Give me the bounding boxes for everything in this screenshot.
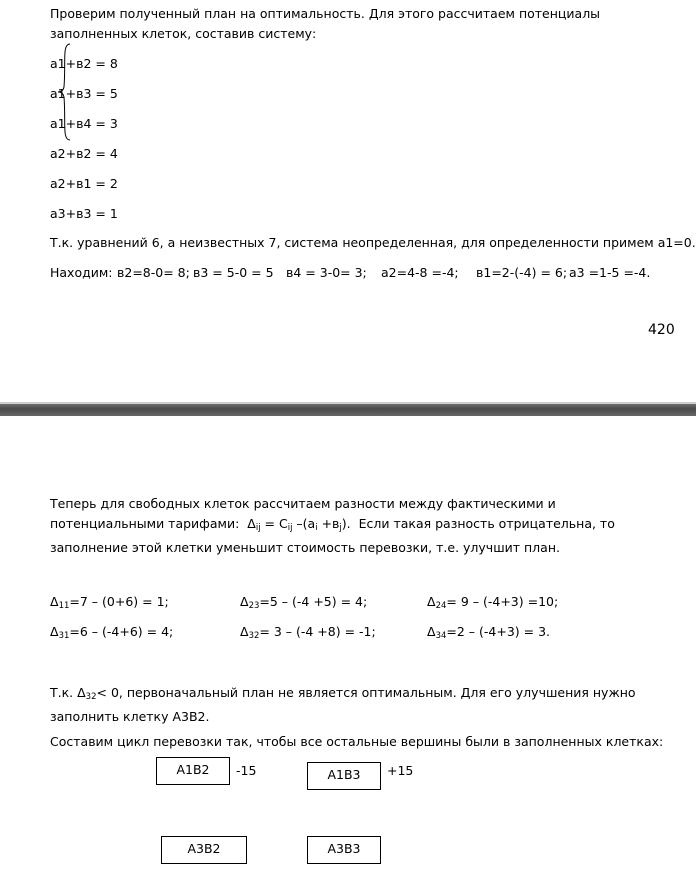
delta-34: $\Delta_{34}=2 - (-4+3) = 3$. [427,624,551,641]
page-separator [0,404,696,416]
found-v4: в4 = 3-0= 3; [286,265,367,280]
delta-11: $\Delta_{11}=7 - (0+6) = 1$; [50,594,169,611]
paragraph-lead: Теперь для свободных клеток рассчитаем разности между фактическими и потенциальными тарифами: [50,496,556,531]
found-label: Находим: [50,265,113,280]
equation-6: a3+в3 = 1 [50,206,118,221]
equation-2: a1+в3 = 5 [50,86,118,101]
equation-5: a2+в1 = 2 [50,176,118,191]
differences-paragraph [50,494,670,558]
page-number: 420 [648,322,675,338]
cell-a1b2-value: -15 [236,763,257,778]
cycle-intro: Составим цикл перевозки так, чтобы все остальные вершины были в заполненных клетках: [50,734,664,749]
found-a3: a3 =1-5 =-4. [569,265,651,280]
delta-formula: $\Delta_{ij} = C_{ij}$ $-(a_i +в_j)$. [247,516,351,533]
delta-32: $\Delta_{32}= 3 - (-4 +8) = -1$; [240,624,376,641]
cell-a3b2: А3В2 [161,836,247,864]
found-v1: в1=2-(-4) = 6; [476,265,568,280]
delta-23: $\Delta_{23}=5 - (-4 +5) = 4$; [240,594,368,611]
found-a2: a2=4-8 =-4; [381,265,459,280]
delta-31: $\Delta_{31}=6 - (-4+6) = 4$; [50,624,174,641]
found-v2: в2=8-0= 8; [117,265,190,280]
equation-4: a2+в2 = 4 [50,146,118,161]
cell-a1b3-value: +15 [387,763,414,778]
cell-a1b2: А1В2 [156,757,230,785]
note-text: Т.к. уравнений 6, а неизвестных 7, система неопределенная, для определенности примем a1=0. [50,235,696,250]
equation-3: a1+в4 = 3 [50,116,118,131]
found-v3: в3 = 5-0 = 5 [193,265,274,280]
conclusion-paragraph: Т.к. $\Delta_{32}< 0$, первоначальный план не является оптимальным. Для его улучшения нужно заполнить клетку А3В2. [50,685,636,724]
intro-paragraph: Проверим полученный план на оптимальность. Для этого рассчитаем потенциалы заполненных клеток, составив систему: [50,6,601,41]
cell-a3b3: А3В3 [307,836,381,864]
paragraph-rest: Если такая разность отрицательна, то заполнение этой клетки уменьшит стоимость перевозки, т.е. улучшит план. [50,516,615,555]
delta-24: $\Delta_{24}= 9 - (-4+3) =10$; [427,594,559,611]
equation-1: a1+в2 = 8 [50,56,118,71]
cell-a1b3: А1В3 [307,762,381,790]
